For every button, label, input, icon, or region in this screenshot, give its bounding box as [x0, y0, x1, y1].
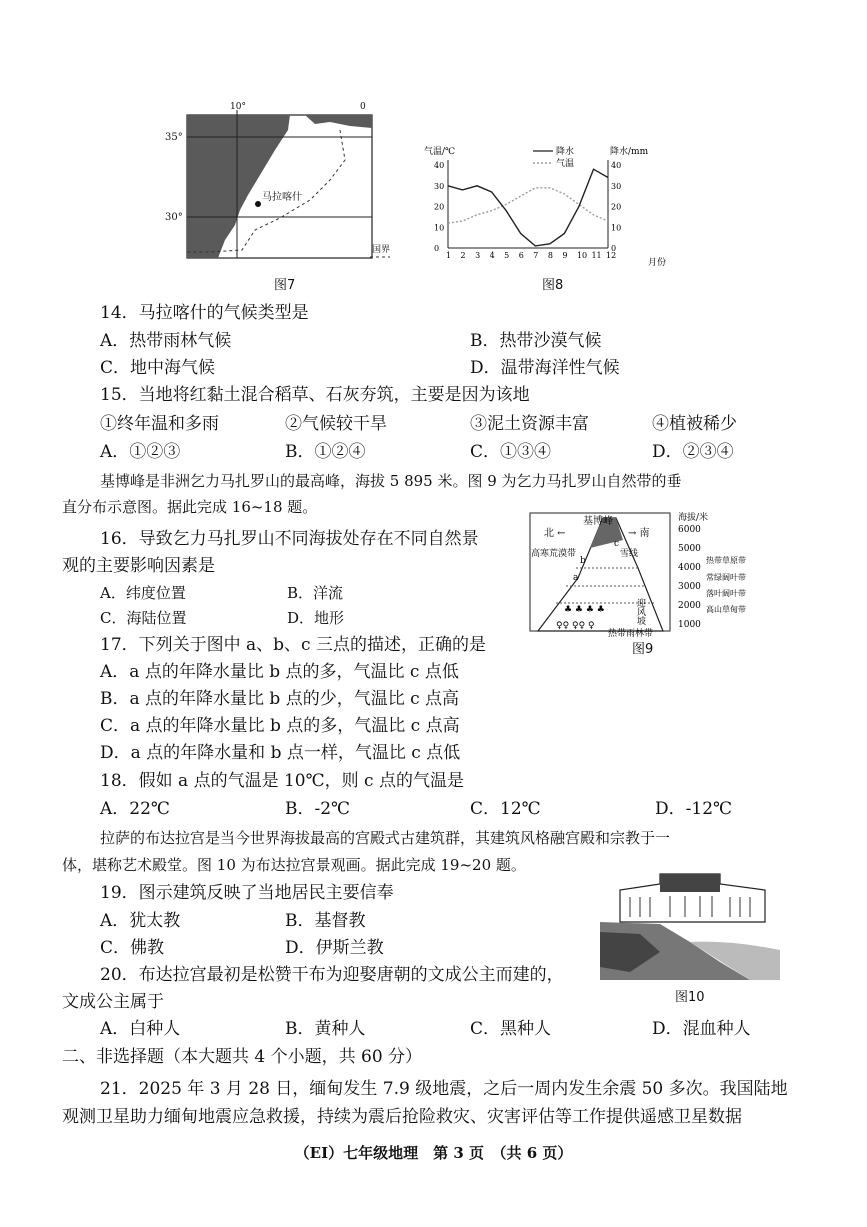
- q18-stem: 18．假如 a 点的气温是 10℃，则 c 点的气温是: [100, 771, 464, 791]
- q18-option-c[interactable]: C．12℃: [470, 799, 541, 819]
- q15-option-b[interactable]: B．①②④: [285, 442, 366, 462]
- right-tick-label: 20: [611, 202, 622, 212]
- x-tick-label: 9: [562, 251, 568, 260]
- tick-3000: 3000: [678, 582, 701, 592]
- q15-item-1: ①终年温和多雨: [100, 414, 219, 434]
- mountain-zones-svg: [528, 508, 778, 638]
- top-axis-label: 海拔/米: [678, 513, 709, 523]
- figure-9-diagram: [528, 508, 778, 638]
- tick-4000: 4000: [678, 563, 701, 573]
- intro-16-line-1: 基博峰是非洲乞力马扎罗山的最高峰，海拔 5 895 米。图 9 为乞力马扎罗山自然带的垂: [100, 472, 682, 490]
- q14-option-a[interactable]: A．热带雨林气候: [100, 331, 232, 351]
- right-tick-label: 10: [611, 223, 622, 233]
- q15-item-2: ②气候较干旱: [285, 414, 387, 434]
- tick-5000: 5000: [678, 544, 701, 554]
- peak-label: 基博峰: [583, 516, 613, 527]
- lat-label-30: 30°: [165, 212, 183, 223]
- tick-2000: 2000: [678, 601, 701, 611]
- point-b: b: [580, 556, 586, 566]
- snowline-label: 雪线: [620, 549, 639, 559]
- q20-option-a[interactable]: A．白种人: [100, 1019, 181, 1039]
- q18-option-b[interactable]: B．-2℃: [285, 799, 351, 819]
- left-tick-label: 0: [434, 244, 440, 253]
- figure-10-caption: 图10: [675, 990, 705, 1005]
- right-tick-label: 0: [611, 244, 617, 253]
- q17-option-d[interactable]: D．a 点的年降水量和 b 点一样，气温比 c 点低: [100, 743, 461, 763]
- intro-19-line-2: 体，堪称艺术殿堂。图 10 为布达拉宫景观画。据此完成 19~20 题。: [62, 856, 526, 874]
- x-tick-label: 2: [460, 251, 466, 260]
- q14-option-c[interactable]: C．地中海气候: [100, 358, 216, 378]
- legend-meadow: 高山草甸带: [706, 605, 746, 614]
- q19-stem: 19．图示建筑反映了当地居民主要信奉: [100, 883, 394, 903]
- q21-line-2: 观测卫星助力缅甸地震应急救援，持续为震后抢险救灾、灾害评估等工作提供遥感卫星数据: [62, 1107, 742, 1127]
- savanna-symbols: ♀♀ ♀♀ ♀: [556, 621, 595, 631]
- right-axis-title: 降水/mm: [610, 147, 649, 157]
- q17-option-b[interactable]: B．a 点的年降水量比 b 点的少，气温比 c 点高: [100, 689, 460, 709]
- section-2-heading: 二、非选择题（本大题共 4 个小题，共 60 分）: [62, 1047, 423, 1067]
- q20-option-c[interactable]: C．黑种人: [470, 1019, 552, 1039]
- figure-10-potala-drawing: [600, 862, 780, 982]
- x-tick-label: 11: [591, 251, 602, 260]
- q21-line-1: 21．2025 年 3 月 28 日，缅甸发生 7.9 级地震，之后一周内发生余震 50 多次。我国陆地: [100, 1079, 788, 1099]
- q15-option-c[interactable]: C．①③④: [470, 442, 552, 462]
- x-suffix: 月份: [648, 258, 667, 268]
- q15-stem: 15．当地将红黏土混合稻草、石灰夯筑，主要是因为该地: [100, 385, 530, 405]
- q16-option-b[interactable]: B．洋流: [287, 584, 344, 602]
- figure-9-caption: 图9: [632, 642, 654, 657]
- q20-stem-line-2: 文成公主属于: [62, 992, 164, 1012]
- x-tick-label: 1: [446, 251, 452, 260]
- q19-option-c[interactable]: C．佛教: [100, 938, 165, 958]
- left-tick-label: 10: [434, 223, 445, 233]
- x-tick-label: 7: [533, 251, 539, 260]
- q17-option-a[interactable]: A．a 点的年降水量比 b 点的多，气温比 c 点低: [100, 662, 459, 682]
- q18-option-a[interactable]: A．22℃: [100, 799, 170, 819]
- climate-chart-svg: [418, 140, 668, 270]
- x-tick-label: 6: [518, 251, 524, 260]
- q20-option-b[interactable]: B．黄种人: [285, 1019, 366, 1039]
- left-axis-title: 气温/℃: [424, 147, 456, 157]
- intro-19-line-1: 拉萨的布达拉宫是当今世界海拔最高的宫殿式古建筑群，其建筑风格融宫殿和宗教于一: [100, 829, 671, 847]
- legend-deciduous: 落叶阔叶带: [706, 589, 746, 598]
- tick-1000: 1000: [678, 620, 701, 630]
- figure-8-chart: [418, 140, 668, 270]
- x-tick-label: 12: [606, 251, 617, 260]
- left-tick-label: 30: [434, 181, 445, 191]
- q19-option-b[interactable]: B．基督教: [285, 911, 366, 931]
- q16-stem-line-2: 观的主要影响因素是: [62, 556, 215, 576]
- x-tick-label: 8: [547, 251, 553, 260]
- q17-stem: 17．下列关于图中 a、b、c 三点的描述，正确的是: [100, 635, 486, 655]
- x-tick-label: 3: [475, 251, 481, 260]
- intro-16-line-2: 直分布示意图。据此完成 16~18 题。: [62, 498, 318, 516]
- marrakech-dot: [255, 201, 261, 207]
- q17-option-c[interactable]: C．a 点的年降水量比 b 点的多，气温比 c 点高: [100, 716, 460, 736]
- q19-option-a[interactable]: A．犹太教: [100, 911, 181, 931]
- potala-svg: [600, 862, 780, 982]
- page-footer: （EI）七年级地理 第 3 页 （共 6 页）: [294, 1144, 573, 1162]
- right-tick-label: 30: [611, 181, 622, 191]
- city-label: 马拉喀什: [262, 192, 302, 203]
- point-c: c: [614, 539, 620, 549]
- q15-item-4: ④植被稀少: [652, 414, 737, 434]
- legend-temp: 气温: [556, 159, 575, 169]
- q14-option-d[interactable]: D．温带海洋性气候: [470, 358, 620, 378]
- q16-option-a[interactable]: A．纬度位置: [100, 584, 186, 602]
- figure-7-caption: 图7: [274, 278, 296, 293]
- q16-option-c[interactable]: C．海陆位置: [100, 609, 187, 627]
- legend-border: 国界: [372, 245, 391, 255]
- lon-label-10: 10°: [230, 102, 246, 112]
- q20-option-d[interactable]: D．混血种人: [652, 1019, 751, 1039]
- legend-evergreen: 常绿阔叶带: [706, 573, 746, 582]
- slope-label: 迎风坡: [635, 598, 645, 625]
- map-svg: [165, 100, 410, 270]
- lon-label-0: 0: [360, 102, 366, 112]
- alpine-desert-label: 高寒荒漠带: [531, 549, 577, 559]
- bottom-label: 热带雨林带: [608, 629, 654, 639]
- forest-symbols: ♣ ♣ ♣ ♣: [564, 605, 605, 615]
- tick-6000: 6000: [678, 525, 701, 535]
- x-tick-label: 4: [489, 251, 495, 260]
- lat-label-35: 35°: [165, 132, 183, 143]
- x-tick-label: 10: [576, 251, 588, 260]
- q15-option-a[interactable]: A．①②③: [100, 442, 181, 462]
- right-tick-label: 40: [611, 161, 622, 170]
- q16-stem-line-1: 16．导致乞力马扎罗山不同海拔处存在不同自然景: [100, 529, 479, 549]
- north-label: 北 ←: [544, 528, 566, 539]
- q16-option-d[interactable]: D．地形: [287, 609, 345, 627]
- figure-7-map: [165, 100, 410, 270]
- legend-precip: 降水: [556, 147, 575, 157]
- south-label: → 南: [628, 528, 650, 539]
- q14-option-b[interactable]: B．热带沙漠气候: [470, 331, 602, 351]
- q15-option-d[interactable]: D．②③④: [652, 442, 734, 462]
- figure-8-caption: 图8: [542, 278, 564, 293]
- q19-option-d[interactable]: D．伊斯兰教: [285, 938, 384, 958]
- left-tick-label: 40: [434, 161, 445, 170]
- point-a: a: [573, 573, 579, 583]
- x-tick-label: 5: [504, 251, 510, 260]
- q18-option-d[interactable]: D．-12℃: [655, 799, 733, 819]
- q14-stem: 14．马拉喀什的气候类型是: [100, 303, 309, 323]
- legend-savanna: 热带草原带: [706, 556, 746, 565]
- left-tick-label: 20: [434, 202, 445, 212]
- q20-stem-line-1: 20．布达拉宫最初是松赞干布为迎娶唐朝的文成公主而建的，: [100, 965, 564, 985]
- q15-item-3: ③泥土资源丰富: [470, 414, 589, 434]
